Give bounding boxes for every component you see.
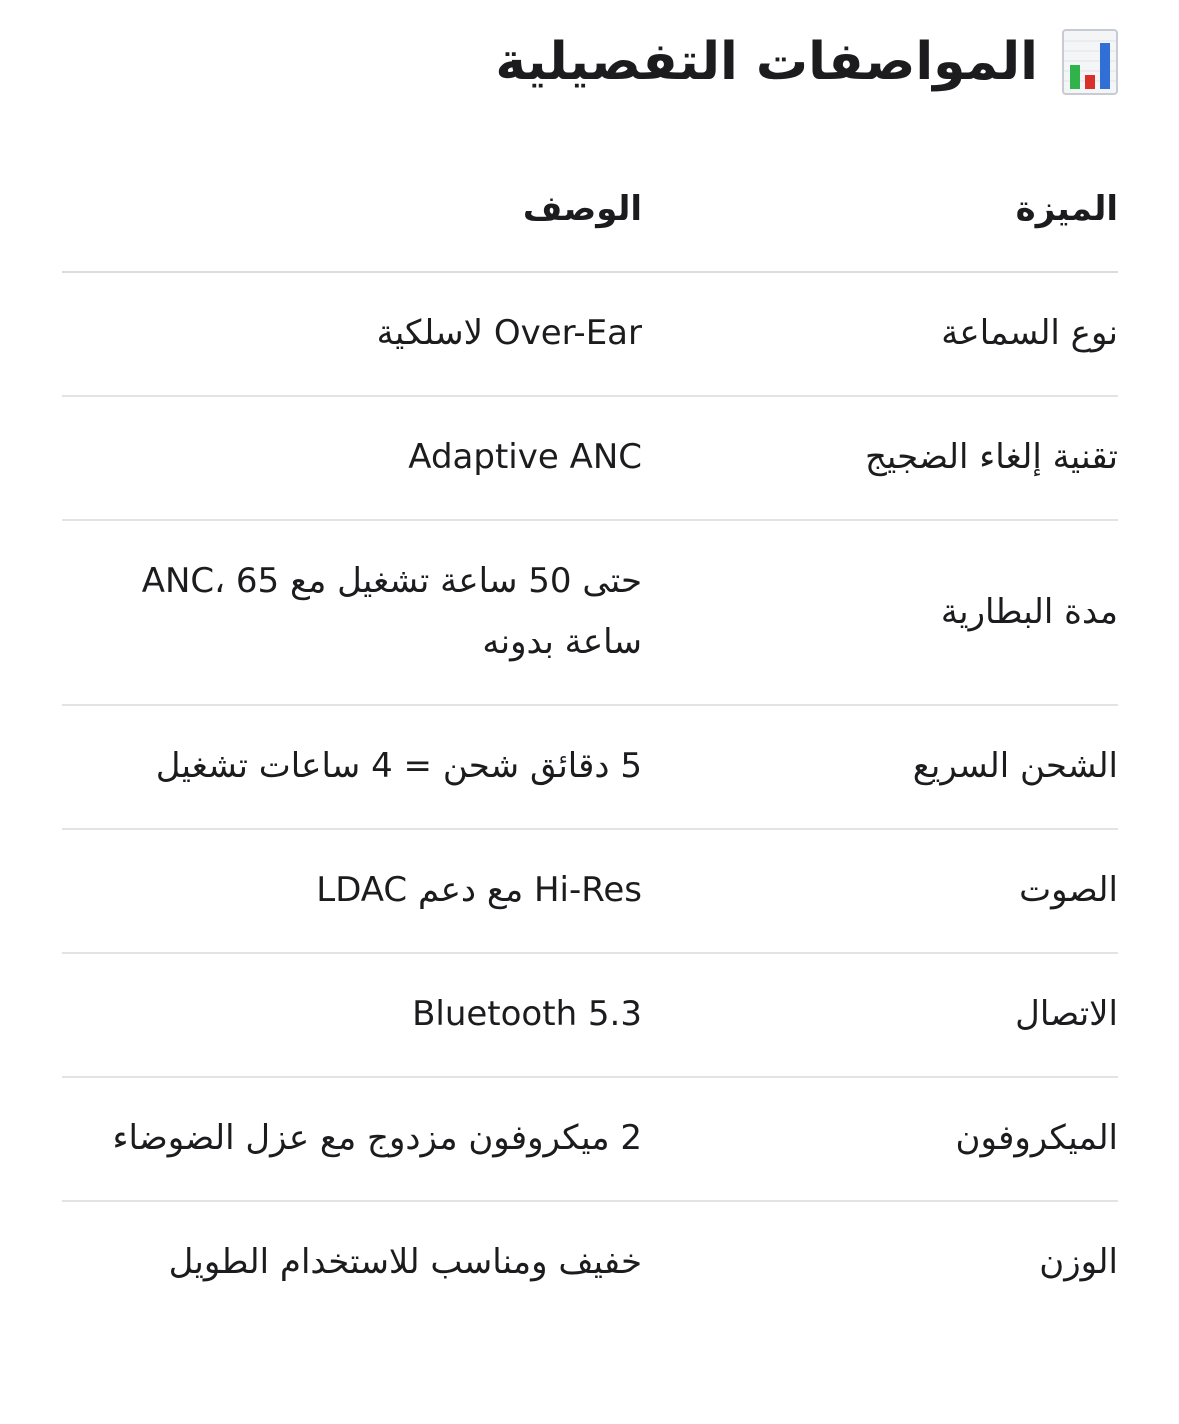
description-cell (62, 953, 642, 1077)
table-row (62, 705, 1118, 829)
table-row (62, 272, 1118, 396)
page-title: المواصفات التفصيلية (495, 32, 1038, 92)
description-text: 5 دقائق شحن = 4 ساعات تشغيل (155, 746, 642, 786)
section-heading (62, 0, 1118, 124)
feature-cell: الشحن السريع (642, 705, 1118, 829)
feature-cell: نوع السماعة (642, 272, 1118, 396)
description-cell (62, 1077, 642, 1201)
description-text: Hi-Res مع دعم LDAC (316, 870, 642, 910)
description-cell (62, 520, 642, 705)
specs-section (62, 0, 1118, 1324)
table-row (62, 953, 1118, 1077)
feature-cell: الصوت (642, 829, 1118, 953)
description-text: Over-Ear لاسلكية (376, 313, 642, 353)
description-text: 2 ميكروفون مزدوج مع عزل الضوضاء (112, 1118, 642, 1158)
column-header-feature: الميزة (642, 124, 1118, 272)
description-text: حتى 50 ساعة تشغيل مع ANC، 65 ساعة بدونه (141, 561, 642, 662)
table-row (62, 829, 1118, 953)
table-row (62, 1077, 1118, 1201)
description-cell (62, 705, 642, 829)
column-header-description: الوصف (62, 124, 642, 272)
table-row (62, 1201, 1118, 1324)
feature-cell: الوزن (1039, 1242, 1118, 1282)
table-header-row (62, 124, 1118, 272)
description-cell (62, 272, 642, 396)
table-row (62, 520, 1118, 705)
specs-table (62, 124, 1118, 1324)
description-text: خفيف ومناسب للاستخدام الطويل (168, 1242, 642, 1282)
description-cell (62, 829, 642, 953)
description-cell (62, 396, 642, 520)
description-text: Bluetooth 5.3 (412, 994, 642, 1034)
description-text: Adaptive ANC (408, 437, 642, 477)
feature-cell: الاتصال (642, 953, 1118, 1077)
feature-cell: مدة البطارية (642, 520, 1118, 705)
bar-chart-icon (1062, 29, 1118, 95)
feature-cell: الميكروفون (642, 1077, 1118, 1201)
table-row (62, 396, 1118, 520)
description-cell (62, 1201, 642, 1324)
feature-cell: تقنية إلغاء الضجيج (642, 396, 1118, 520)
